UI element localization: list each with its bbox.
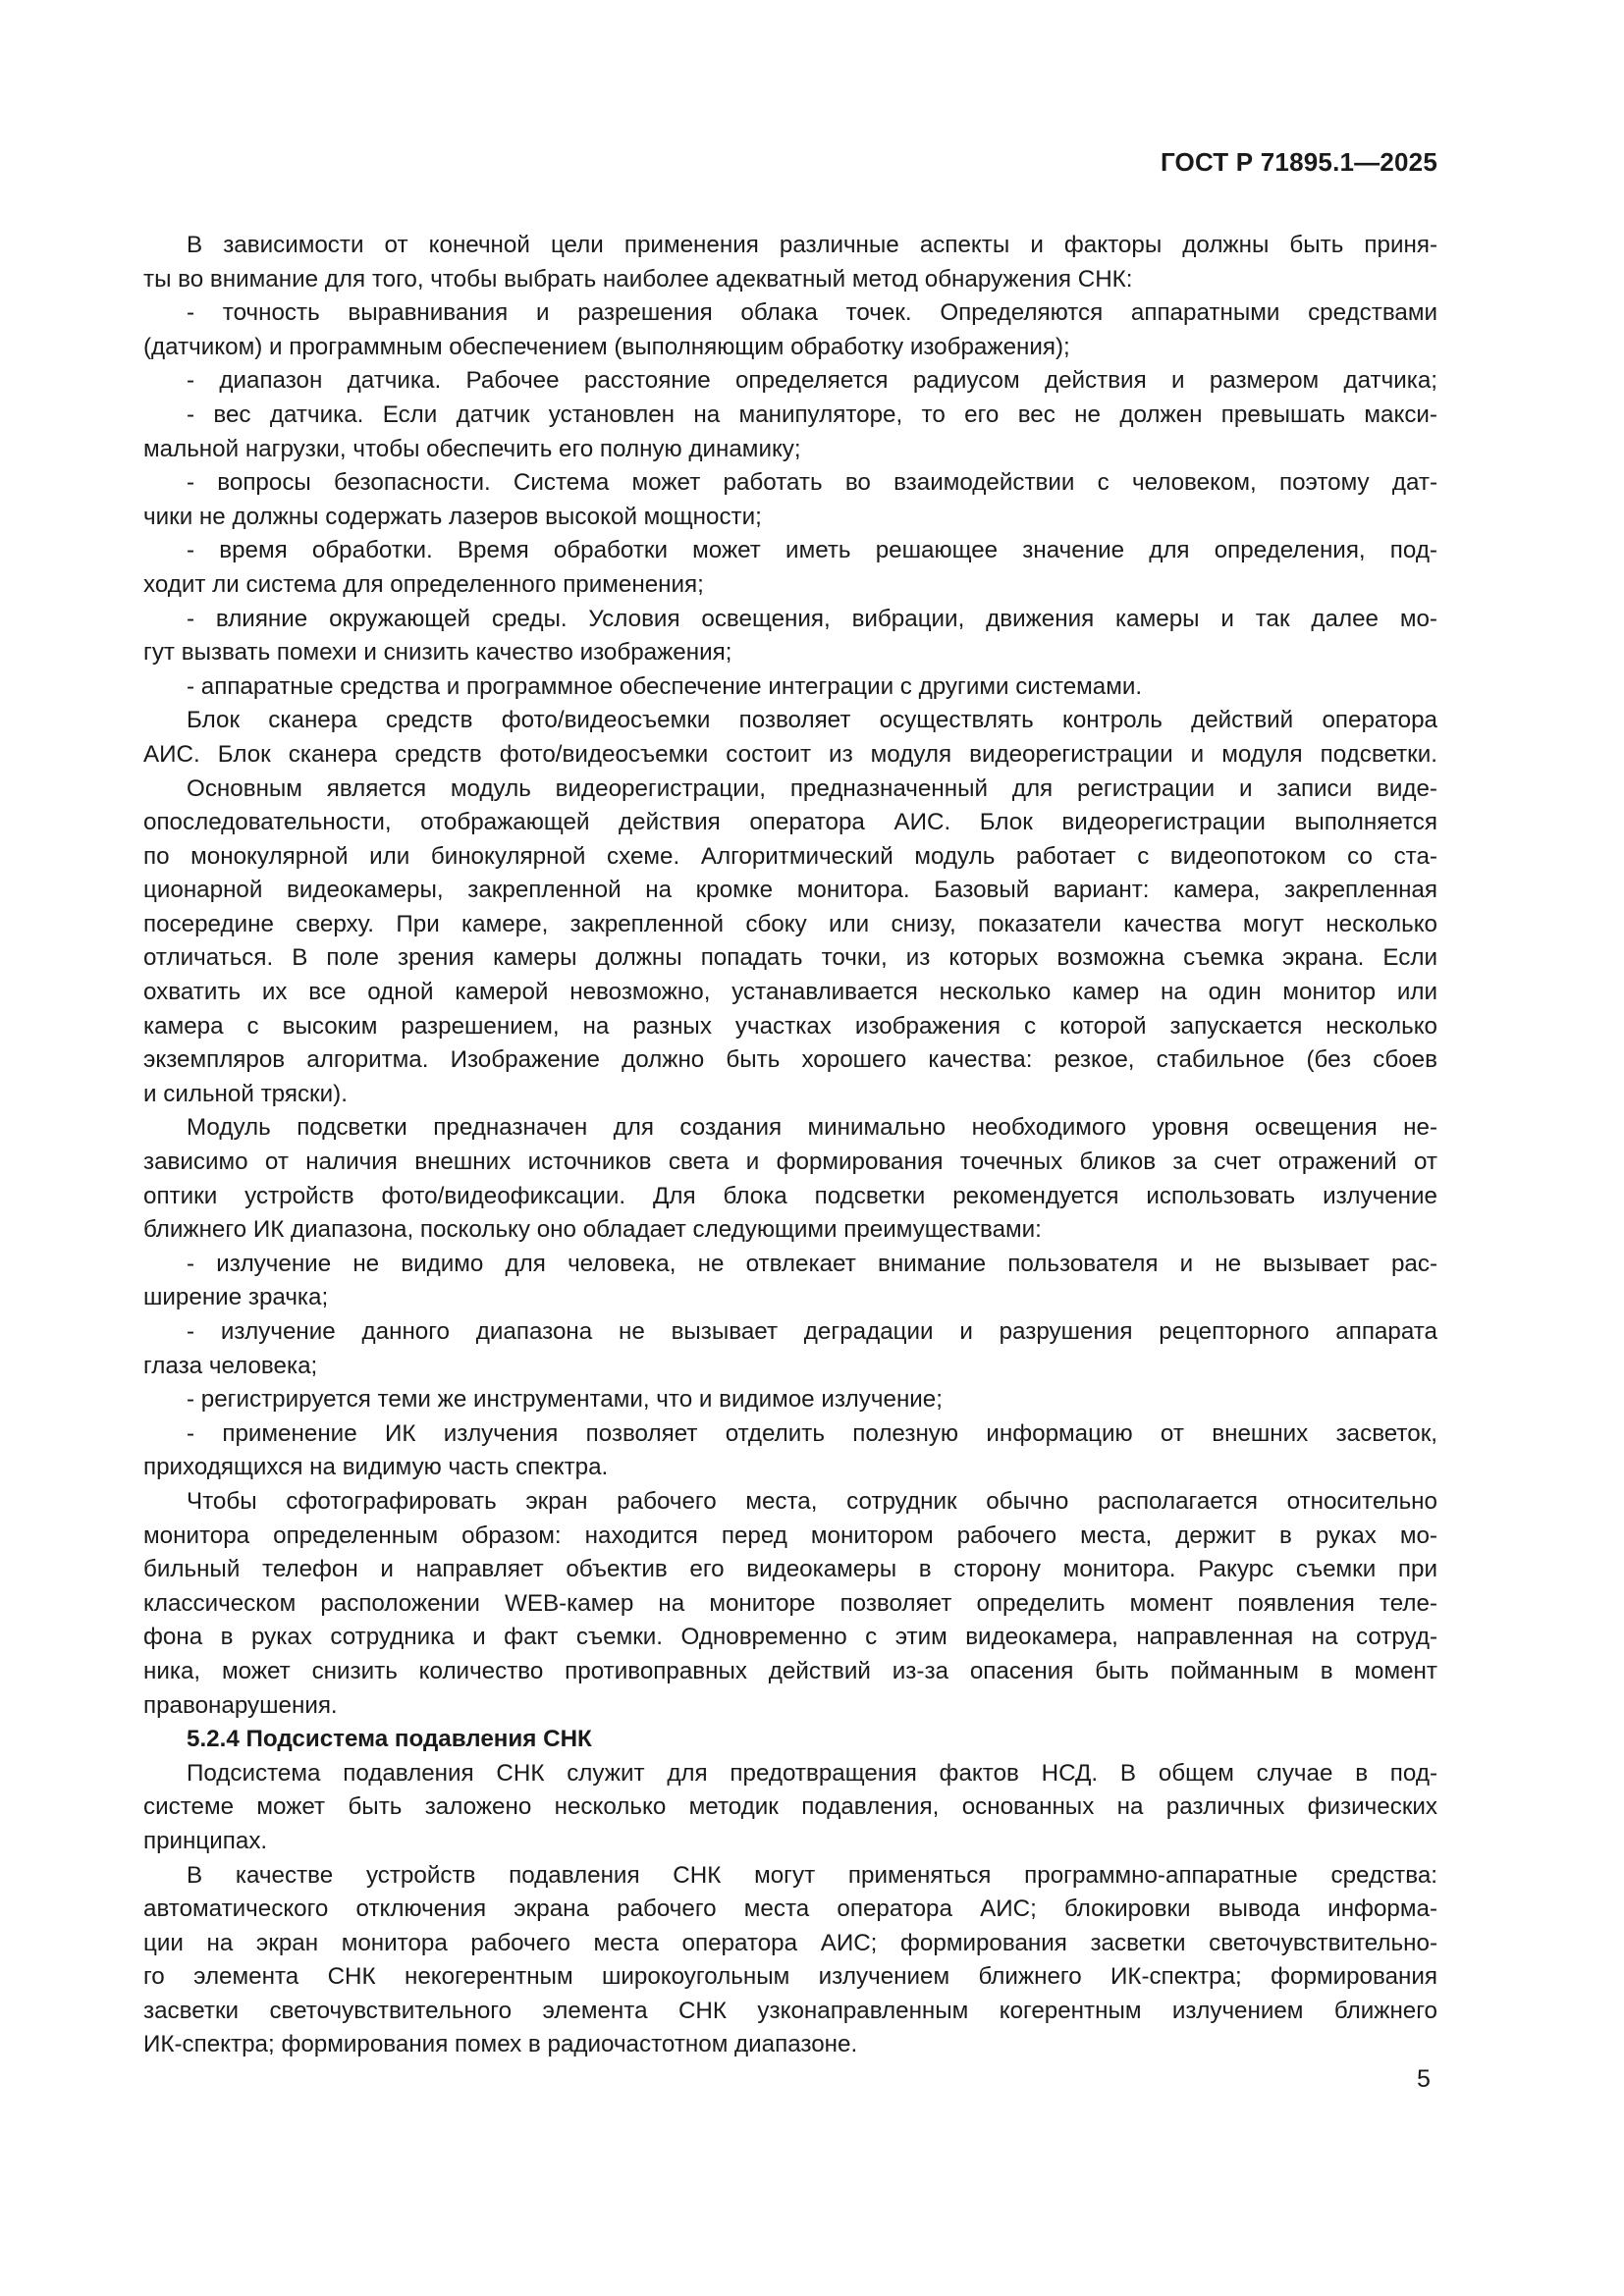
text-line: (датчиком) и программным обеспечением (выполняющим обработку изображения); [143, 333, 1070, 360]
text-line: - диапазон датчика. Рабочее расстояние определяется радиусом действия и размером датчика; [187, 367, 1437, 395]
text-line: В качестве устройств подавления СНК могут применяться программно-аппаратные средства: [187, 1861, 1437, 1889]
text-line: АИС. Блок сканера средств фото/видеосъемки состоит из модуля видеорегистрации и модуля подсветки. [143, 740, 1437, 768]
text-line: ширение зрачка; [143, 1284, 329, 1311]
text-line: ника, может снизить количество противоправных действий из-за опасения быть пойманным в момент [143, 1657, 1437, 1684]
text-line: зависимо от наличия внешних источников света и формирования точечных бликов за счет отражений от [143, 1148, 1437, 1176]
text-line: системе может быть заложено несколько методик подавления, основанных на различных физических [143, 1793, 1437, 1821]
text-line: принципах. [143, 1827, 268, 1854]
text-line: и сильной тряски). [143, 1080, 348, 1107]
text-line: ходит ли система для определенного применения; [143, 570, 704, 598]
text-line: оптики устройств фото/видеофиксации. Для блока подсветки рекомендуется использовать излучение [143, 1182, 1437, 1209]
text-line: го элемента СНК некогерентным широкоугольным излучением ближнего ИК-спектра; формирования [143, 1963, 1437, 1991]
text-line: по монокулярной или бинокулярной схеме. Алгоритмический модуль работает с видеопотоком со ста- [143, 842, 1437, 870]
text-line: - вопросы безопасности. Система может работать во взаимодействии с человеком, поэтому дат- [187, 469, 1437, 497]
text-line: опоследовательности, отображающей действия оператора АИС. Блок видеорегистрации выполняется [143, 809, 1437, 836]
text-line: - излучение данного диапазона не вызывает деградации и разрушения рецепторного аппарата [187, 1318, 1437, 1345]
text-line: - излучение не видимо для человека, не отвлекает внимание пользователя и не вызывает рас- [187, 1250, 1437, 1277]
text-line: - точность выравнивания и разрешения облака точек. Определяются аппаратными средствами [187, 299, 1437, 327]
text-line: ближнего ИК диапазона, поскольку оно обладает следующими преимуществами: [143, 1216, 1042, 1244]
text-line: - вес датчика. Если датчик установлен на манипуляторе, то его вес не должен превышать макси- [187, 400, 1437, 428]
text-line: Подсистема подавления СНК служит для предотвращения фактов НСД. В общем случае в под- [187, 1759, 1437, 1787]
text-line: охватить их все одной камерой невозможно, устанавливается несколько камер на один монитор или [143, 979, 1437, 1006]
document-body [143, 229, 1437, 2062]
text-line: отличаться. В поле зрения камеры должны попадать точки, из которых возможна съемка экрана. Если [143, 944, 1437, 972]
text-line: мальной нагрузки, чтобы обеспечить его полную динамику; [143, 435, 801, 462]
text-line: ты во внимание для того, чтобы выбрать наиболее адекватный метод обнаружения СНК: [143, 265, 1133, 293]
text-line: - время обработки. Время обработки может иметь решающее значение для определения, под- [187, 537, 1437, 564]
text-line: Основным является модуль видеорегистрации, предназначенный для регистрации и записи виде- [187, 774, 1437, 802]
text-line: экземпляров алгоритма. Изображение должно быть хорошего качества: резкое, стабильное (без сбоев [143, 1046, 1437, 1074]
text-line: глаза человека; [143, 1352, 318, 1379]
text-line: Чтобы сфотографировать экран рабочего места, сотрудник обычно располагается относительно [187, 1487, 1437, 1515]
section-heading: 5.2.4 Подсистема подавления СНК [187, 1726, 592, 1753]
text-line: фона в руках сотрудника и факт съемки. Одновременно с этим видеокамера, направленная на сотруд- [143, 1624, 1437, 1651]
document-header-id: ГОСТ Р 71895.1—2025 [1160, 147, 1437, 177]
text-line: автоматического отключения экрана рабочего места оператора АИС; блокировки вывода информа- [143, 1896, 1437, 1923]
text-line: приходящихся на видимую часть спектра. [143, 1454, 609, 1481]
text-line: - аппаратные средства и программное обеспечение интеграции с другими системами. [187, 672, 1143, 700]
text-line: чики не должны содержать лазеров высокой мощности; [143, 503, 762, 530]
text-line: ции на экран монитора рабочего места оператора АИС; формирования засветки светочувствительно- [143, 1929, 1437, 1956]
text-line: ционарной видеокамеры, закрепленной на кромке монитора. Базовый вариант: камера, закрепленная [143, 877, 1437, 904]
text-line: классическом расположении WEB-камер на мониторе позволяет определить момент появления теле- [143, 1589, 1437, 1617]
text-line: бильный телефон и направляет объектив его видеокамеры в сторону монитора. Ракурс съемки при [143, 1556, 1437, 1583]
text-line: посередине сверху. При камере, закрепленной сбоку или снизу, показатели качества могут несколько [143, 910, 1437, 937]
text-line: засветки светочувствительного элемента СНК узконаправленным когерентным излучением ближнего [143, 1997, 1437, 2024]
text-line: - применение ИК излучения позволяет отделить полезную информацию от внешних засветок, [187, 1419, 1437, 1447]
text-line: гут вызвать помехи и снизить качество изображения; [143, 639, 732, 667]
page-number: 5 [1417, 2065, 1431, 2093]
text-line: камера с высоким разрешением, на разных участках изображения с которой запускается несколько [143, 1012, 1437, 1040]
text-line: Модуль подсветки предназначен для создания минимально необходимого уровня освещения не- [187, 1114, 1437, 1142]
text-line: ИК-спектра; формирования помех в радиочастотном диапазоне. [143, 2031, 858, 2058]
text-line: Блок сканера средств фото/видеосъемки позволяет осуществлять контроль действий оператора [187, 707, 1437, 734]
text-line: монитора определенным образом: находится перед монитором рабочего места, держит в руках мо- [143, 1522, 1437, 1549]
text-line: правонарушения. [143, 1691, 338, 1719]
text-line: В зависимости от конечной цели применения различные аспекты и факторы должны быть приня- [187, 232, 1437, 258]
text-line: - влияние окружающей среды. Условия освещения, вибрации, движения камеры и так далее мо- [187, 605, 1437, 632]
text-line: - регистрируется теми же инструментами, что и видимое излучение; [187, 1386, 943, 1414]
